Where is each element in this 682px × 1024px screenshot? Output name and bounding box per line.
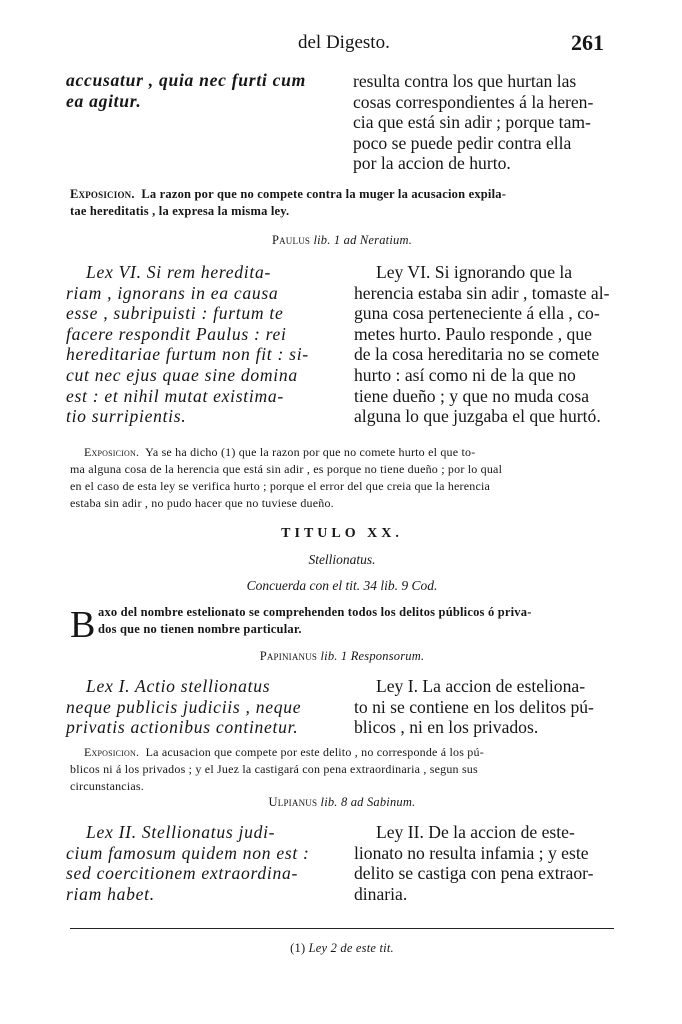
title-intro: axo del nombre estelionato se comprehenden todos los delitos públicos ó priva- dos que no tienen nombre particular. — [98, 605, 532, 636]
exposition-3: Exposicion. La acusacion que compete por este delito , no corresponde á los pú- blicos ni á los privados ; y el Juez la castigará con pena extraordinaria , segun sus circunstancias. — [70, 745, 484, 793]
lex-6-latin: Lex VI. Si rem heredita- riam , ignorans in ea causa esse , subripuisti : furtum te facere respondit Paulus : rei hereditariae furtum non fit : si- cut nec ejus quae sine domina est : et nihil mutat existima- tio surripientis. — [66, 262, 309, 427]
concordance-note: Concuerda con el tit. 34 lib. 9 Cod. — [246, 578, 438, 593]
source-citation-papinianus: Papinianus lib. 1 Responsorum. — [259, 649, 425, 663]
lex-1-spanish: Ley I. La accion de esteliona- to ni se contiene en los delitos pú- blicos , ni en los privados. — [354, 676, 594, 738]
latin-continuation: accusatur , quia nec furti cum ea agitur. — [66, 70, 306, 111]
exposition-label: Exposicion. — [70, 187, 135, 201]
source-citation-ulpianus: Ulpianus lib. 8 ad Sabinum. — [268, 795, 416, 809]
lex-1-latin: Lex I. Actio stellionatus neque publicis judiciis , neque privatis actionibus continetur. — [66, 676, 302, 738]
exposition-1: Exposicion. La razon por que no compete contra la muger la acusacion expila- tae hereditatis , la expresa la misma ley. — [70, 187, 507, 218]
running-header-title: del Digesto. — [298, 32, 390, 53]
lex-2-latin: Lex II. Stellionatus judi- cium famosum quidem non est : sed coercitionem extraordina- riam habet. — [66, 822, 310, 904]
exposition-label: Exposicion. — [84, 745, 140, 759]
page-number: 261 — [571, 30, 604, 55]
footnote-rule — [70, 928, 614, 929]
footnote-text: Ley 2 de este tit. — [308, 941, 394, 955]
exposition-2: Exposicion. Ya se ha dicho (1) que la razon por que no comete hurto el que to- ma alguna cosa de la herencia que está sin adir , es porque no tiene dueño ; por lo qual en el caso de esta ley se verifica hurto ; porque el error del que creia que la herencia estaba sin adir , no pudo hacer que no tuviese dueño. — [70, 445, 503, 510]
lex-6-spanish: Ley VI. Si ignorando que la herencia estaba sin adir , tomaste al- guna cosa perteneciente á ella , co- metes hurto. Paulo responde , que de la cosa hereditaria no se comete hurto : así como ni de la que no tiene dueño ; y que no muda cosa alguna lo que juzgaba el que hurtó. — [354, 262, 610, 427]
footnote — [70, 940, 614, 957]
footnote-marker: (1) — [290, 941, 306, 955]
drop-cap: B — [70, 604, 96, 646]
exposition-label: Exposicion. — [84, 445, 140, 459]
titulo-subtitle: Stellionatus. — [308, 552, 376, 567]
lex-2-spanish: Ley II. De la accion de este- lionato no resulta infamia ; y este delito se castiga con pena extraor- dinaria. — [354, 822, 594, 904]
source-citation-paulus: Paulus lib. 1 ad Neratium. — [271, 233, 413, 247]
titulo-heading: TITULO XX. — [281, 526, 403, 541]
spanish-continuation: resulta contra los que hurtan las cosas correspondientes á la heren- cia que está sin adir ; porque tam- poco se puede pedir contra ella por la accion de hurto. — [353, 71, 594, 174]
